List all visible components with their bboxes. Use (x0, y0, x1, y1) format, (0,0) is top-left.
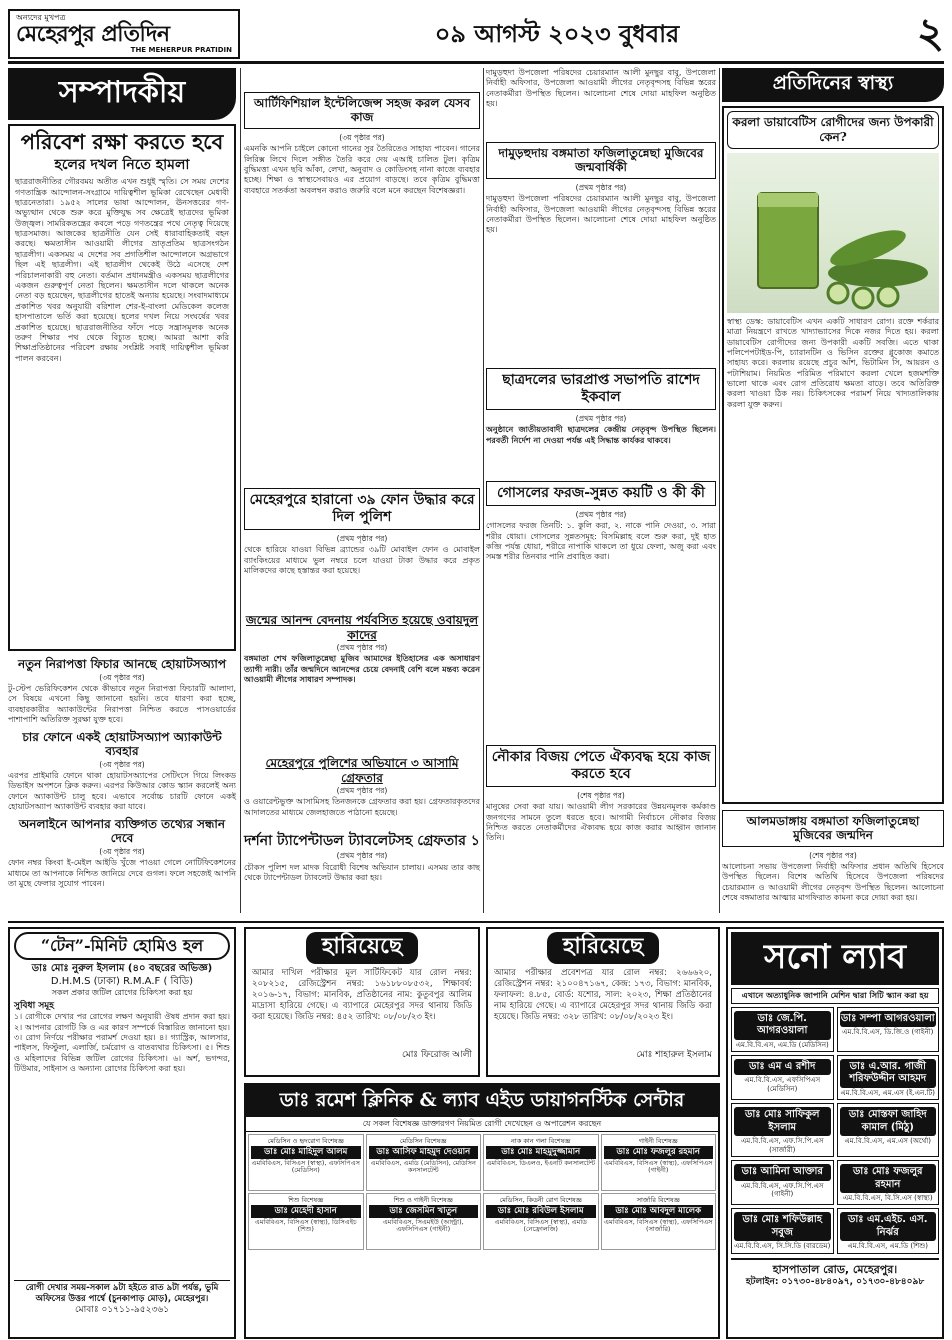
lab-doctor-card (837, 1160, 940, 1205)
doctor-specialty: মেডিসিন বিশেষজ্ঞ (399, 1136, 447, 1145)
doctor-specialty: মেডিসিন ও হৃদরোগ বিশেষজ্ঞ (267, 1136, 344, 1145)
homeo-ad (8, 927, 236, 1339)
news-byline: (প্রথম পৃষ্ঠার পর) (575, 509, 627, 519)
doctor-specialty: সার্জারি বিশেষজ্ঞ (636, 1195, 680, 1204)
news-byline: (শেষ পৃষ্ঠার পর) (577, 790, 625, 800)
news-item (8, 657, 236, 724)
masthead-date: ০৯ আগস্ট ২০২৩ বুধবার (434, 18, 680, 48)
doctor-name: ডাঃ মোঃ মাহমুদুজ্জামান (486, 1146, 596, 1159)
news-body: বঙ্গমাতা শেখ ফজিলাতুন্নেছা মুজিব আমাদের ইতিহাসের এক অসাধারণ ত্যাগী নারী। তাঁর জন্মদিনে আনন্দের চেয়ে বেদনাই বেশি বলে মন্তব্য করেন আওয়ামী লীগের সাধারণ সম্পাদক। (244, 654, 480, 685)
column-b (244, 68, 480, 913)
doctor-name: ডাঃ এ.আর. গাজী শরিফউদ্দীন আহমদ (840, 1059, 937, 1088)
editorial-subtitle: হলের দখল নিতে হামলা (54, 156, 190, 173)
doctor-degree: এম.বি.বি.এস, এফ.সি.পি.এস (সার্জারী) (740, 1137, 824, 1154)
news-body: থেকে হারিয়ে যাওয়া বিভিন্ন ব্র্যান্ডের ৩৯টি মোবাইল ফোন ও মোবাইল ব্যাংকিংয়ের মাধ্যমে ভুল নম্বরে চলে যাওয়া টাকা উদ্ধার করে প্রকৃত মালিকদের কাছে হস্তান্তর করা হয়েছে। (244, 545, 480, 575)
clinic-title: ডাঃ রমেশ ক্লিনিক & ল্যাব এইড ডায়াগনস্টিক সেন্টার (246, 1085, 718, 1117)
news-title: গোসলের ফরজ-সুন্নত কয়টি ও কী কী (497, 485, 705, 502)
masthead-logo (8, 9, 240, 59)
news-byline: (৩য় পৃষ্ঠার পর) (99, 759, 145, 769)
news-byline: (৩য় পৃষ্ঠার পর) (99, 672, 145, 682)
lab-doctor-row (731, 1160, 939, 1205)
doctor-name: ডাঃ মোঃ ফজলুর রহমান (840, 1164, 937, 1193)
doctor-specialty: মেডিসিন, কিডনী রোগ বিশেষজ্ঞ (499, 1195, 582, 1204)
news-byline: (প্রথম পৃষ্ঠার পর) (336, 851, 388, 861)
content-grid (8, 68, 944, 1315)
lab-address: হাসপাতাল রোড, মেহেরপুর। (772, 1262, 898, 1276)
column-health (722, 68, 944, 913)
column-c (486, 68, 716, 913)
doctor-degree: এম.বি.বি.এস, এফ.সি.পি.এস (গাইনী) (740, 1181, 824, 1198)
news-byline: (প্রথম পৃষ্ঠার পর) (575, 413, 627, 423)
homeo-services: ১। রোগীকে দেখার পর রোগের লক্ষণ অনুযায়ী ঔষধ প্রদান করা হয়। ২। আপনার রোগটি কি ও এর কারণ সম্পর্কে বিস্তারিত জানানো হয়। ৩। রোগ নির্ণয়ে পরীক্ষার পরামর্শ দেওয়া হয়। ৪। গ্যাস্ট্রিক, আলসার, পাইলস, ফিস্টুলা, এলার্জি, চর্মরোগ ও বাতব্যথার চিকিৎসা। ৫। শিশু ও মহিলাদের বিভিন্ন জটিল রোগের চিকিৎসা। ৬। অর্শ, ভগন্দর, টিউমার, সাইনাস ও অন্যান্য রোগের চিকিৎসা করা হয়। (14, 1012, 230, 1074)
news-title: আর্টিফিশিয়াল ইন্টেলিজেন্স সহজ করল যেসব কাজ (253, 96, 471, 125)
doctor-name: ডাঃ মোঃ শফিউল্লাহ সবুজ (734, 1212, 831, 1241)
news-byline: (প্রথম পৃষ্ঠার পর) (336, 786, 388, 796)
news-item (244, 488, 480, 530)
news-item (8, 817, 236, 888)
doctor-degree: এমবিবিএস, এমডি (মেডিসিন), মেডিসিন কনসালটেন্ট (370, 1158, 476, 1175)
news-byline: (৩য় পৃষ্ঠার পর) (339, 132, 385, 142)
health-box (722, 106, 944, 804)
clinic-subtitle: যে সকল বিশেষজ্ঞ ডাক্তারগণ নিয়মিত রোগী দেখেছেন ও অপারেশন করছেন (246, 1117, 718, 1132)
doctor-degree: এমবিবিএস, সিএমইউ (আল্ট্রা), এফসিপিএস (গাইনী) (382, 1217, 464, 1234)
doctor-degree: এমবিবিএস, বিসিএস (স্বাস্থ্য), এফসিপিএস (গাইনী) (604, 1158, 713, 1175)
news-body: দামুড়হুদা উপজেলা পরিষদের চেয়ারম্যান আলী মুনছুর বাবু, উপজেলা নির্বাহী অফিসার, উপজেলা আওয়ামী লীগের নেতৃবৃন্দসহ বিভিন্ন স্তরের নেতাকর্মীরা উপস্থিত ছিলেন। আলোচনা শেষে দোয়া মাহফিল অনুষ্ঠিত হয়। (486, 194, 716, 235)
lost-title: হারিয়েছে (547, 932, 659, 964)
doctor-degree: এমবিবিএস, ডিএলও, ইএনটি কনসালটেন্ট (486, 1158, 596, 1167)
news-byline: (প্রথম পৃষ্ঠার পর) (336, 533, 388, 543)
clinic-doctor-card (483, 1134, 599, 1191)
news-body: এমনকি আপনি চাইলে কোনো গানের সুর তৈরিতেও সাহায্য পাবেন। গানের লিরিক্স লিখে দিলে সঙ্গীত তৈরি করে দেয় এআই চালিত টুল। কৃত্রিম বুদ্ধিমত্তা এখন ছবি আঁকা, লেখা, অনুবাদ ও কোডিংসহ নানা কাজে ব্যবহার হচ্ছে। শিক্ষা ও স্বাস্থ্যসেবায়ও এর প্রয়োগ বাড়ছে। তবে কৃত্রিম বুদ্ধিমত্তা ব্যবহারে সতর্কতা অবলম্বন করাও জরুরি বলে মনে করছেন বিশেষজ্ঞরা। (244, 144, 480, 195)
news-title: চার ফোনে একই হোয়াটসঅ্যাপ অ্যাকাউন্ট ব্যবহার (22, 729, 222, 759)
lab-doctor-card (731, 1055, 834, 1100)
clinic-doctor-card (601, 1134, 717, 1191)
doctor-degree: এম.বি.বি.এস, ডি.জি.ও (গাইনী) (842, 1028, 934, 1036)
news-title: মেহেরপুরে পুলিশের অভিযানে ৩ আসামি গ্রেফতার (265, 756, 459, 785)
news-item (486, 368, 716, 410)
masthead-name-en: THE MEHERPUR PRATIDIN (130, 45, 232, 54)
lab-doctor-card (731, 1007, 834, 1052)
doctor-degree: এমবিবিএস, বিসিএস (স্বাস্থ্য), ডিসিএইচ (শিশু) (254, 1217, 357, 1234)
news-title: আলমডাঙ্গায় বঙ্গমাতা ফজিলাতুন্নেছা মুজিবের জন্মদিন (746, 813, 920, 843)
doctor-degree: এমবিবিএস, বিসিএস (স্বাস্থ্য), এফসিপিএস (সার্জারি) (604, 1217, 713, 1234)
doctor-degree: এম.বি.বি.এস, বি.সি.এস (স্বাস্থ্য) (842, 1194, 933, 1203)
lab-doctor-card (731, 1160, 834, 1205)
doctor-degree: এমবিবিএস, বিসিএস (স্বাস্থ্য), এফসিপিএস (মেডিসিন) (251, 1158, 360, 1175)
homeo-phone: মোবাঃ ০১৭১১-৯৫২৩৬১ (74, 1304, 170, 1315)
doctor-degree: এম.বি.বি.এস, এম.ডি (মেডিসিন) (735, 1040, 829, 1049)
doctor-degree: এম.বি.বি.এস, সি.সি.ডি (বারডেম) (734, 1242, 831, 1251)
doctor-name: ডাঃ আসিফ মাহমুদ দেওয়ান (369, 1146, 479, 1159)
lab-doctors (731, 1007, 939, 1254)
lab-doctor-row (731, 1007, 939, 1052)
news-body: গোসলের ফরজ তিনটি: ১. কুলি করা, ২. নাকে পানি দেওয়া, ৩. সারা শরীর ধোয়া। গোসলের সুন্নতসমূহ: বিসমিল্লাহ বলে শুরু করা, দুই হাত কব্জি পর্যন্ত ধোয়া, শরীরে নাপাকি থাকলে তা ধুয়ে ফেলা, অজু করা এবং সমস্ত শরীর তিনবার পানি প্রবাহিত করা। (486, 521, 716, 562)
lab-intro: এখানে অত্যাধুনিক জাপানি মেশিন দ্বারা সিটি স্ক্যান করা হয় (731, 988, 939, 1004)
clinic-ad (244, 1083, 720, 1339)
clinic-doctor-card (248, 1193, 364, 1250)
doctor-degree: এমবিবিএস, বিসিএস (স্বাস্থ্য), এমডি (নেফ্রোলজি) (494, 1217, 587, 1234)
news-item (722, 810, 944, 847)
health-banner: প্রতিদিনের স্বাস্থ্য (722, 68, 944, 102)
lab-doctor-card (837, 1208, 940, 1253)
lab-doctor-card (731, 1208, 834, 1253)
juice-illustration (727, 153, 939, 313)
doctor-degree: এম.বি.বি.এস, এম.এস (ই.এন.টি) (840, 1088, 936, 1097)
news-body: ও ওয়ারেন্টভুক্ত আসামিসহ তিনজনকে গ্রেফতার করা হয়। গ্রেফতারকৃতদের আদালতের মাধ্যমে জেলহাজতে পাঠানো হয়েছে। (244, 797, 480, 817)
news-item (486, 745, 716, 787)
editorial-box (8, 124, 236, 652)
lab-ad (726, 927, 944, 1339)
doctor-name: ডাঃ সম্পা আগরওয়ালা (840, 1011, 937, 1028)
doctor-name: ডাঃ মোঃ রবিউল ইসলাম (486, 1205, 596, 1218)
news-body: টু-স্টেপ ভেরিফিকেশন থেকে কীভাবে নতুন নিরাপত্তা ফিচারটি আলাদা, সে বিষয়ে এখনো কিছু জানানো হয়নি। তবে ধারণা করা হচ্ছে, ব্যবহারকারীর অ্যাকাউন্টের নিরাপত্তা নিশ্চিত করতে পাসওয়ার্ডের পাশাপাশি অতিরিক্ত সুরক্ষা যুক্ত হবে। (8, 683, 236, 725)
homeo-title: “টেন”-মিনিট হোমিও হল (14, 932, 230, 960)
ads-band (8, 921, 944, 1340)
news-body: মানুষের সেবা করা যায়। আওয়ামী লীগ সরকারের উন্নয়নমূলক কর্মকাণ্ড জনগণের সামনে তুলে ধরতে হবে। আগামী নির্বাচনে নৌকার বিজয় নিশ্চিত করতে নেতাকর্মীদের ঐক্যবদ্ধ হয়ে কাজ করার আহ্বান জানান তিনি। (486, 802, 716, 843)
lab-doctor-row (731, 1103, 939, 1157)
doctor-specialty: গাইনী বিশেষজ্ঞ (638, 1136, 678, 1145)
lost-body: আমার পরীক্ষার প্রবেশপত্র যার রোল নম্বর: ২৬৬৬২০, রেজিস্ট্রেশন নম্বর: ২১০০৪৭১৬৭, কেন্দ্র: ১৭৩, বিভাগ: মানবিক, ফলাফল: ৪.৮৫, বোর্ড: যশোর, সাল: ২০২৩, শিক্ষা প্রতিষ্ঠানের নাম হারিয়ে গেছে। এ ব্যাপারে মেহেরপুর সদর থানায় জিডি করা হয়েছে। জিডি নম্বর: ৩২৮ তারিখ: ০৮/০৮/২০২৩ ইং। (494, 967, 712, 1022)
masthead-name: মেহেরপুর প্রতিদিন (16, 20, 170, 47)
doctor-name: ডাঃ মোঃ আবদুল মালেক (604, 1205, 714, 1218)
doctor-specialty: শিশু বিশেষজ্ঞ (288, 1195, 324, 1204)
doctor-degree: এম.বি.বি.এস, এম.ডি (শিশু) (847, 1242, 929, 1251)
news-body: চৌকস পুলিশ দল মাদক বিরোধী বিশেষ অভিযান চালায়। এসময় তার কাছ থেকে ট্যাপেন্টাডল ট্যাবলেট উদ্ধার করা হয়। (244, 862, 480, 882)
homeo-services-title: সুবিধা সমূহ (14, 1001, 54, 1011)
column-divider (719, 68, 720, 913)
column-editorial (8, 68, 236, 913)
page-number: ২ (916, 8, 944, 58)
lab-doctor-row (731, 1055, 939, 1100)
health-headline: করলা ডায়াবেটিস রোগীদের জন্য উপকারী কেন? (727, 111, 939, 149)
news-byline: (৩য় পৃষ্ঠার পর) (99, 846, 145, 856)
homeo-note: সকল প্রকার জটিল রোগের চিকিৎসা করা হয় (51, 988, 193, 997)
news-item (486, 142, 716, 179)
editorial-banner: সম্পাদকীয় (8, 68, 236, 120)
doctor-name: ডাঃ জেসমিন খাতুন (369, 1205, 479, 1218)
lab-footer (731, 1258, 939, 1288)
clinic-doctor-card (366, 1134, 482, 1191)
lost-notice (486, 927, 720, 1077)
lab-doctor-card (837, 1103, 940, 1157)
clinic-doctor-card (366, 1193, 482, 1250)
doctor-name: ডাঃ আমিনা আক্তার (734, 1164, 831, 1181)
news-byline: (শেষ পৃষ্ঠার পর) (809, 850, 857, 860)
lab-doctor-card (837, 1007, 940, 1052)
lab-hotline: হটলাইন: ০১৭৩০-৪৮৪০৯৭, ০১৭৩০-৪৮৪০৯৮ (745, 1276, 925, 1287)
editorial-body: ছাত্ররাজনীতির গৌরবময় অতীত এখন শুধুই স্মৃতি। সে সময় দেশের গণতান্ত্রিক আন্দোলন-সংগ্রামে দায়িত্বশীল ভূমিকা রেখেছেন মেধাবী ছাত্রনেতারা। ১৯৫২ সালের ভাষা আন্দোলন, ঊনসত্তরের গণ-অভ্যুত্থান থেকে শুরু করে মুক্তিযুদ্ধ সব ক্ষেত্রেই ছাত্রদের ভূমিকা উজ্জ্বল। সামরিকতন্ত্রের কবলে পড়ে গণতন্ত্রের পথে নেতৃত্ব দিয়েছে ছাত্রসমাজ। আজকের ছাত্রনীতি যেন সেই ধারাবাহিকতাই বহন করছে। ক্ষমতাসীন আওয়ামী লীগের ভ্রাতৃপ্রতিম ছাত্রসংগঠন ছাত্রলীগ। একসময় এ দেশের সব প্রগতিশীল আন্দোলনে অগ্রভাগে ছিল এই ছাত্রলীগ। এই ছাত্রলীগ থেকেই উঠে এসেছে দেশ পরিচালনাকারী বহু নেতা। বর্তমান প্রধানমন্ত্রীও একসময় ছাত্রলীগের একজন গুরুত্বপূর্ণ নেতা ছিলেন। ক্ষমতাসীন দলে থাকলে অনেক নেতা বড় হয়েছেন, ছাত্রলীগের হাতেই অন্যায় হয়েছে। সংবাদমাধ্যমে প্রকাশিত খবর অনুযায়ী বরিশাল শের-ই-বাংলা মেডিকেল কলেজ হাসপাতালে ভর্তি করা হয়েছে। হলের দখল নিয়ে সংঘর্ষের খবর প্রকাশিত হয়েছে। ছাত্ররাজনীতির ফাঁদে পড়ে সন্ত্রাসমূলক অনেক তরুণ শিক্ষার পথ থেকে বিচ্যুত হচ্ছে। আমরা আশা করি শিক্ষাপ্রতিষ্ঠানের পরিবেশ রক্ষায় সংশ্লিষ্ট সবাই দায়িত্বশীল ভূমিকা পালন করবেন। (15, 177, 229, 363)
clinic-doctor-card (483, 1193, 599, 1250)
news-body: এরপর প্রাইমারি ফোনে থাকা হোয়াটসঅ্যাপের সেটিংসে গিয়ে লিংকড ডিভাইস অপশনে ক্লিক করুন। এরপর কিউআর কোড স্ক্যান করলেই অন্য ফোনে অ্যাকাউন্ট চালু হবে। এভাবে সর্বোচ্চ চারটি ফোনে একই হোয়াটসঅ্যাপ অ্যাকাউন্ট ব্যবহার করা যাবে। (8, 771, 236, 812)
lab-title: সনো ল্যাব (731, 932, 939, 985)
doctor-name: ডাঃ মোঃ ফজলুর রহমান (604, 1146, 714, 1159)
homeo-address: রোগী দেখার সময়-সকাল ৯টা হইতে রাত ৯টা পর্যন্ত, ভুমি অফিসের উত্তর পার্শ্বে (চুনকাপাড় মোড়), মেহেরপুর। (14, 1280, 230, 1304)
clinic-doctors (246, 1132, 718, 1252)
lab-doctor-card (837, 1055, 940, 1100)
doctor-name: ডাঃ এম.এইচ. এস. নির্ঝর (840, 1212, 937, 1241)
doctor-name: ডাঃ মোঃ মাহিদুল আলম (251, 1146, 361, 1159)
news-title: নৌকার বিজয় পেতে ঐক্যবদ্ধ হয়ে কাজ করতে হবে (491, 749, 711, 783)
homeo-doctor: ডাঃ মোঃ নুরুল ইসলাম (৪০ বছরের অভিজ্ঞ) (31, 963, 213, 974)
news-title: নতুন নিরাপত্তা ফিচার আনছে হোয়াটসঅ্যাপ (17, 657, 227, 672)
news-item (8, 730, 236, 811)
column-divider (240, 68, 241, 913)
doctor-specialty: নাক কান গলা বিশেষজ্ঞ (510, 1136, 571, 1145)
bitter-gourd-juice-image (727, 153, 939, 313)
lost-title: হারিয়েছে (306, 932, 418, 964)
health-body: স্বাস্থ্য ডেস্ক: ডায়াবেটিস এখন একটি সাধারণ রোগ। রক্তে শর্করার মাত্রা নিয়ন্ত্রণে রাখতে খাদ্যাভ্যাসের দিকে নজর দিতে হয়। করলা ডায়াবেটিস রোগীদের জন্য উপকারী একটি সবজি। এতে থাকা পলিপেপটাইড-পি, চ্যারানটিন ও ভিসিন রক্তের গ্লুকোজ কমাতে সাহায্য করে। করলায় রয়েছে প্রচুর আঁশ, ভিটামিন সি, আয়রন ও পটাশিয়াম। নিয়মিত পরিমিত পরিমাণে করলা খেলে হজমশক্তি ভালো থাকে এবং রোগ প্রতিরোধ ক্ষমতা বাড়ে। তবে অতিরিক্ত করলা খাওয়া ঠিক নয়। চিকিৎসকের পরামর্শ নিয়ে খাদ্যতালিকায় করলা যুক্ত করুন। (727, 316, 939, 409)
news-byline: (প্রথম পৃষ্ঠার পর) (336, 642, 388, 652)
news-body: ফোন নম্বর কিংবা ই-মেইল আইডি খুঁজে পাওয়া গেলে নোটিফিকেশনের মাধ্যমে তা আপনাকে নিশ্চিত জানিয়ে দেবে গুগল। ফলে সহজেই আপনি তা মুছে ফেলার সুযোগ পাবেন। (8, 858, 236, 888)
news-title: অনলাইনে আপনার ব্যক্তিগত তথ্যের সন্ধান দেবে (18, 817, 226, 846)
masthead-tagline: অন্যদের মুখপত্র (16, 12, 66, 22)
news-body: দামুড়হুদা উপজেলা পরিষদের চেয়ারম্যান আলী মুনছুর বাবু, উপজেলা নির্বাহী অফিসার, উপজেলা আওয়ামী লীগের নেতৃবৃন্দসহ বিভিন্ন স্তরের নেতাকর্মীরা উপস্থিত ছিলেন। আলোচনা শেষে দোয়া মাহফিল অনুষ্ঠিত হয়। (486, 68, 716, 109)
news-item (244, 92, 480, 129)
lost-name: মোঃ ফিরোজ আলী (402, 1049, 472, 1060)
news-title: জন্মের আনন্দ বেদনায় পর্যবসিত হয়েছে ওবায়দুল কাদের (245, 613, 479, 642)
doctor-name: ডাঃ মোস্তফা জাহিদ কামাল (মিঠু) (840, 1107, 937, 1136)
doctor-name: ডাঃ জে.পি. আগরওয়ালা (734, 1011, 831, 1040)
doctor-name: ডাঃ মেহেদী হাসান (251, 1205, 361, 1218)
news-title: দামুড়হুদায় বঙ্গমাতা ফজিলাতুন্নেছা মুজিবের জন্মবার্ষিকী (498, 146, 704, 175)
column-divider (483, 68, 484, 913)
lost-notice (244, 927, 480, 1077)
news-body: আলোচনা সভায় উপজেলা নির্বাহী অফিসার প্রধান অতিথি হিসেবে উপস্থিত ছিলেন। বিশেষ অতিথি হিসেবে উপজেলা পরিষদের চেয়ারম্যান ও আওয়ামী লীগের নেতৃবৃন্দ উপস্থিত ছিলেন। আলোচনা শেষে বঙ্গমাতার আত্মার মাগফিরাত কামনা করে দোয়া করা হয়। (722, 861, 944, 903)
lost-name: মোঃ শাহারুল ইসলাম (636, 1049, 712, 1060)
lab-doctor-card (731, 1103, 834, 1157)
homeo-degree: D.H.M.S (ঢাকা) R.M.A.F ( বিডি) (50, 975, 194, 987)
doctor-name: ডাঃ এম এ রশীদ (734, 1059, 831, 1076)
news-title: ছাত্রদলের ভারপ্রাপ্ত সভাপতি রাশেদ ইকবাল (502, 372, 700, 405)
news-title: মেহেরপুরে হারানো ৩৯ ফোন উদ্ধার করে দিল পুলিশ (249, 492, 475, 525)
doctor-name: ডাঃ মোঃ সাফিকুল ইসলাম (734, 1107, 831, 1136)
doctor-degree: এম.বি.বি.এস, এফসিপিএস (মেডিসিন) (744, 1076, 821, 1093)
lab-doctor-row (731, 1208, 939, 1253)
news-body: অনুষ্ঠানে জাতীয়তাবাদী ছাত্রদলের কেন্দ্রীয় নেতৃবৃন্দ উপস্থিত ছিলেন। পরবর্তী নির্দেশ না দেওয়া পর্যন্ত এই সিদ্ধান্ত কার্যকর থাকবে। (486, 425, 716, 445)
news-title: দর্শনা ট্যাপেন্টাডল ট্যাবলেটসহ গ্রেফতার ১ (244, 833, 480, 850)
news-item (486, 481, 716, 506)
masthead (8, 6, 944, 64)
news-byline: (প্রথম পৃষ্ঠার পর) (575, 182, 627, 192)
editorial-title: পরিবেশ রক্ষা করতে হবে (20, 128, 224, 154)
lost-body: আমার দাখিল পরীক্ষার মূল সার্টিফিকেট যার রোল নম্বর: ২০৮২১৫, রেজিস্ট্রেশন নম্বর: ১৬১৮৮০৮৫৩২, শিক্ষাবর্ষ: ২০১৬-১৭, বিভাগ: মানবিক, প্রতিষ্ঠানের নাম: কুতুবপুর আলিম মাদ্রাসা হারিয়ে গেছে। এ ব্যাপারে মেহেরপুর সদর থানায় জিডি করা হয়েছে। জিডি নম্বর: ৪৫২ তারিখ: ০৮/০৮/২৩ ইং। (252, 967, 472, 1022)
clinic-doctor-card (601, 1193, 717, 1250)
doctor-degree: এম.বি.বি.এস, এম.এস (অর্থো) (844, 1137, 932, 1146)
doctor-specialty: শিশু ও গাইনী বিশেষজ্ঞ (393, 1195, 453, 1204)
clinic-doctor-card (248, 1134, 364, 1191)
